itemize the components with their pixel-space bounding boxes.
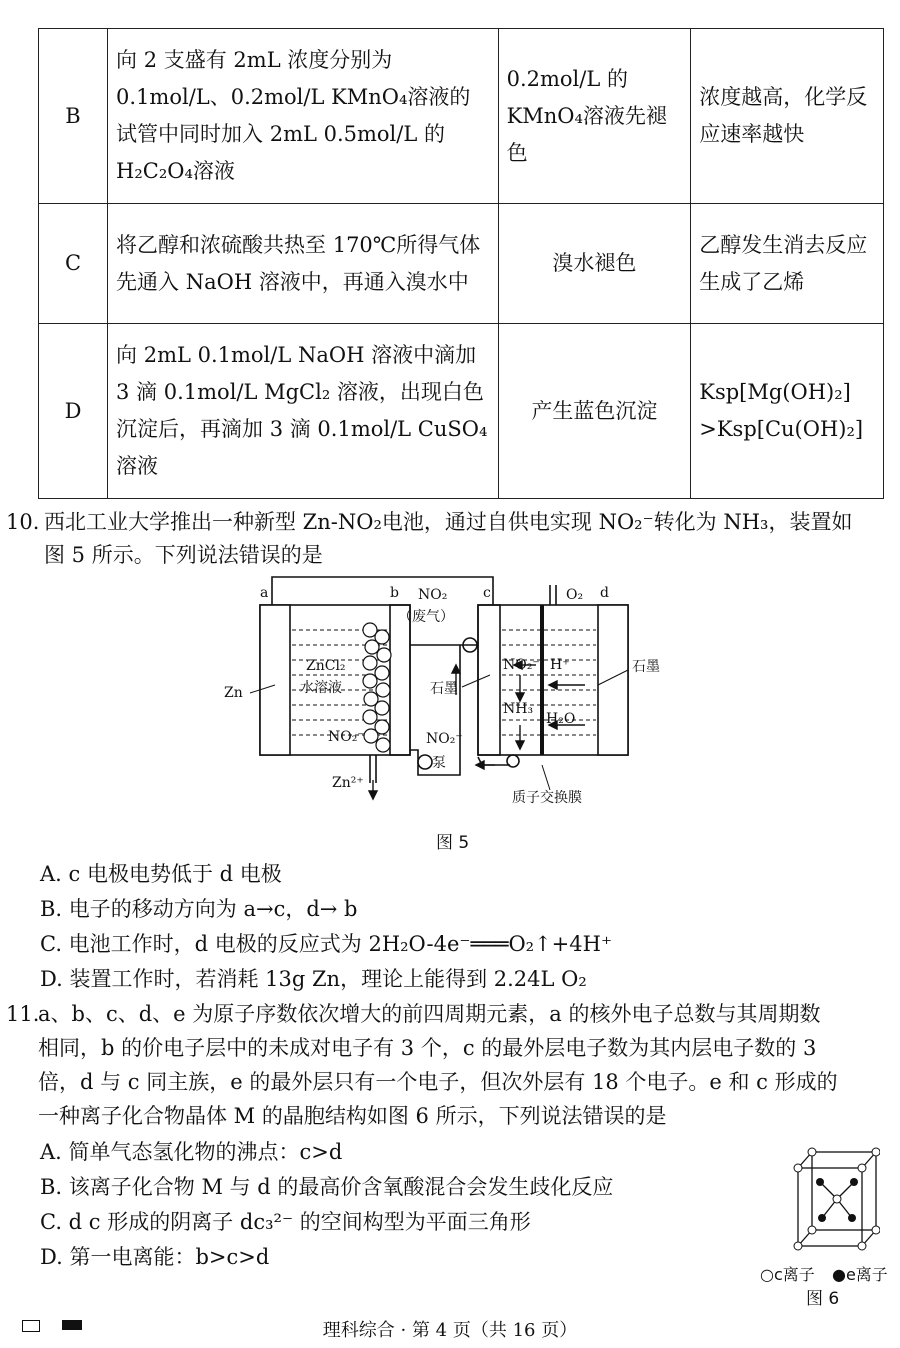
q10-number: 10. [6, 510, 40, 534]
label-o2: O₂ [566, 587, 584, 603]
row-label: D [39, 324, 108, 499]
label-no2-minus-right: NO₂⁻ [503, 657, 540, 673]
row-conclusion: Ksp[Mg(OH)₂] >Ksp[Cu(OH)₂] [691, 324, 884, 499]
q10-stem-line1 [6, 506, 852, 539]
q11-stem-line2: 相同，b 的价电子层中的未成对电子有 3 个，c 的最外层电子数为其内层电子数的 3 [38, 1036, 817, 1060]
label-solution: 水溶液 [300, 680, 342, 696]
q10-option-d: D. 装置工作时，若消耗 13g Zn，理论上能得到 2.24L O₂ [40, 967, 587, 991]
table-row [39, 204, 884, 324]
q11-option-a: A. 简单气态氢化物的沸点：c>d [40, 1140, 343, 1164]
row-phenomenon: 溴水褪色 [498, 204, 691, 324]
q11-stem-line4: 一种离子化合物晶体 M 的晶胞结构如图 6 所示，下列说法错误的是 [38, 1104, 667, 1128]
footer-title: 理科综合 · 第 4 页（共 16 页） [322, 1320, 578, 1341]
label-nh3: NH₃ [503, 701, 534, 717]
label-graphite-left: 石墨 [430, 681, 458, 697]
label-zn2: Zn²⁺ [332, 775, 364, 791]
label-a: a [260, 585, 269, 601]
label-h2o: H₂O [546, 711, 576, 727]
experiment-table [38, 28, 884, 499]
q11-stem-line1 [6, 998, 820, 1031]
row-operation: 将乙醇和浓硫酸共热至 170℃所得气体先通入 NaOH 溶液中，再通入溴水中 [108, 204, 499, 324]
figure-6-unit-cell [790, 1146, 880, 1256]
figure-6-caption: 图 6 [806, 1289, 840, 1309]
row-operation: 向 2mL 0.1mol/L NaOH 溶液中滴加 3 滴 0.1mol/L MgCl₂ 溶液，出现白色沉淀后，再滴加 3 滴 0.1mol/L CuSO₄ 溶液 [108, 324, 499, 499]
row-conclusion: 浓度越高，化学反应速率越快 [691, 29, 884, 204]
legend-c-ion: ○c离子 [760, 1265, 815, 1284]
label-no2-minus-pipe: NO₂⁻ [426, 731, 463, 747]
q11-number: 11. [6, 1002, 40, 1026]
q11-option-b: B. 该离子化合物 M 与 d 的最高价含氧酸混合会发生歧化反应 [40, 1175, 614, 1199]
row-phenomenon: 产生蓝色沉淀 [498, 324, 691, 499]
label-membrane: 质子交换膜 [512, 790, 582, 805]
q11-stem-line3: 倍，d 与 c 同主族，e 的最外层只有一个电子，但次外层有 18 个电子。e 和 c 形成的 [38, 1070, 838, 1094]
q11-option-d: D. 第一电离能：b>c>d [40, 1245, 270, 1269]
q10-stem-text1: 西北工业大学推出一种新型 Zn-NO₂电池，通过自供电实现 NO₂⁻转化为 NH₃，装置如 [44, 510, 853, 534]
label-no2-minus-left: NO₂⁻ [328, 729, 365, 745]
label-zn: Zn [224, 685, 243, 701]
q10-stem-line2: 图 5 所示。下列说法错误的是 [44, 543, 323, 567]
q10-option-a: A. c 电极电势低于 d 电极 [40, 862, 282, 886]
row-conclusion: 乙醇发生消去反应生成了乙烯 [691, 204, 884, 324]
q10-option-b: B. 电子的移动方向为 a→c，d→ b [40, 897, 358, 921]
label-zncl2: ZnCl₂ [306, 658, 346, 674]
label-d: d [600, 585, 609, 601]
label-pump: 泵 [432, 755, 446, 771]
q10-option-c: C. 电池工作时，d 电极的反应式为 2H₂O-4e⁻═══O₂↑+4H⁺ [40, 932, 613, 956]
row-phenomenon: 0.2mol/L 的 KMnO₄溶液先褪色 [498, 29, 691, 204]
row-label: B [39, 29, 108, 204]
q11-stem-text1: a、b、c、d、e 为原子序数依次增大的前四周期元素，a 的核外电子总数与其周期数 [38, 1002, 821, 1026]
label-h-plus: H⁺ [550, 657, 570, 673]
figure-5-caption: 图 5 [436, 833, 470, 853]
label-graphite-right: 石墨 [632, 659, 660, 675]
table-row [39, 324, 884, 499]
q11-option-c: C. d c 形成的阴离子 dc₃²⁻ 的空间构型为平面三角形 [40, 1210, 531, 1234]
figure-5-diagram [220, 575, 700, 805]
row-label: C [39, 204, 108, 324]
label-c: c [483, 585, 491, 601]
label-b: b [390, 585, 399, 601]
label-no2-gas: NO₂ [418, 587, 448, 603]
row-operation: 向 2 支盛有 2mL 浓度分别为 0.1mol/L、0.2mol/L KMnO₄溶液的试管中同时加入 2mL 0.5mol/L 的 H₂C₂O₄溶液 [108, 29, 499, 204]
legend-e-ion: ●e离子 [832, 1265, 888, 1284]
table-row [39, 29, 884, 204]
label-waste-gas: （废气） [398, 609, 454, 625]
